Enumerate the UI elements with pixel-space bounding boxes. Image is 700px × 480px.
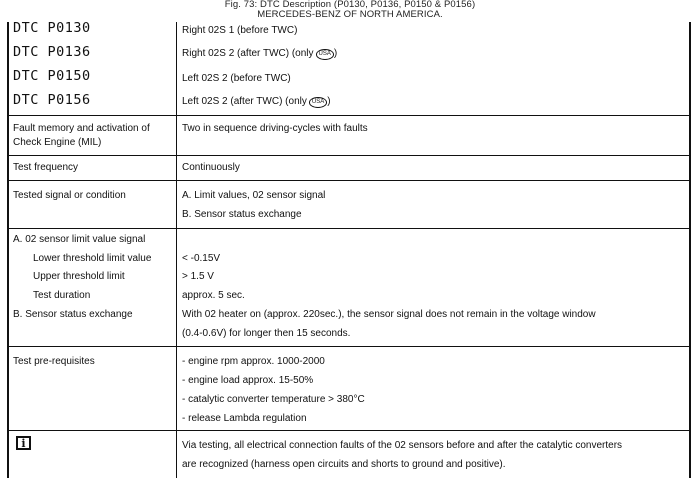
dtc-description [182,25,297,36]
prereq-item: - release Lambda regulation [182,413,307,424]
upper-threshold-label: Upper threshold limit [33,271,125,282]
tested-signal-value-b: B. Sensor status exchange [182,209,302,220]
info-icon: i [16,436,31,450]
dtc-code: DTC P0156 [13,92,91,108]
prereq-label: Test pre-requisites [13,356,95,367]
test-duration-label: Test duration [33,290,91,301]
test-duration-value: approx. 5 sec. [182,290,245,301]
prereq-item: - catalytic converter temperature > 380°C [182,394,365,405]
row-separator [9,180,689,181]
dtc-description [182,96,331,108]
prereq-item: - engine load approx. 15-50% [182,375,314,386]
fault-memory-value: Two in sequence driving-cycles with faults [182,123,368,134]
upper-threshold-value: > 1.5 V [182,271,214,282]
paren-close: ) [333,48,338,59]
paren-close: ) [327,96,331,107]
usa-badge: USA [309,97,327,108]
dtc-table [7,22,691,478]
column-divider [176,22,177,478]
caption-title: Fig. 73: DTC Description (P0130, P0136, P0150 & P0156) [224,0,476,10]
dtc-code: DTC P0136 [13,44,91,60]
info-line-2: are recognized (harness open circuits and shorts to ground and positive). [182,459,506,470]
test-frequency-label: Test frequency [13,162,79,173]
row-separator [9,115,689,116]
dtc-description-text: Right 02S 2 (after TWC) (only [182,48,314,59]
dtc-description-text: Right 02S 1 (before TWC) [182,25,298,36]
fault-memory-label: Fault memory and activation of [13,123,150,134]
tested-signal-label: Tested signal or condition [13,190,126,201]
limits-heading: A. 02 sensor limit value signal [13,234,146,245]
test-frequency-value: Continuously [182,162,240,173]
row-separator [9,346,689,347]
dtc-code: DTC P0150 [13,68,91,84]
caption-publisher: MERCEDES-BENZ OF NORTH AMERICA. [257,9,443,20]
row-separator [9,228,689,229]
dtc-code: DTC P0130 [13,20,91,36]
info-line-1: Via testing, all electrical connection faults of the 02 sensors before and after the catalytic converters [182,440,623,451]
figure-caption [0,0,700,22]
dtc-description [182,48,337,60]
dtc-description-text: Left 02S 2 (before TWC) [182,73,291,84]
usa-badge: USA [316,49,334,60]
sensor-exchange-line-1: With 02 heater on (approx. 220sec.), the sensor signal does not remain in the voltage window [182,309,596,320]
row-separator [9,155,689,156]
dtc-description [182,73,291,84]
row-separator [9,430,689,431]
lower-threshold-label: Lower threshold limit value [33,253,152,264]
sensor-exchange-line-2: (0.4-0.6V) for longer then 15 seconds. [182,328,351,339]
lower-threshold-value: < -0.15V [182,253,221,264]
fault-memory-label-2: Check Engine (MIL) [13,137,102,148]
sensor-exchange-label: B. Sensor status exchange [13,309,133,320]
tested-signal-value-a: A. Limit values, 02 sensor signal [182,190,326,201]
dtc-description-text: Left 02S 2 (after TWC) (only [182,96,307,107]
prereq-item: - engine rpm approx. 1000-2000 [182,356,325,367]
